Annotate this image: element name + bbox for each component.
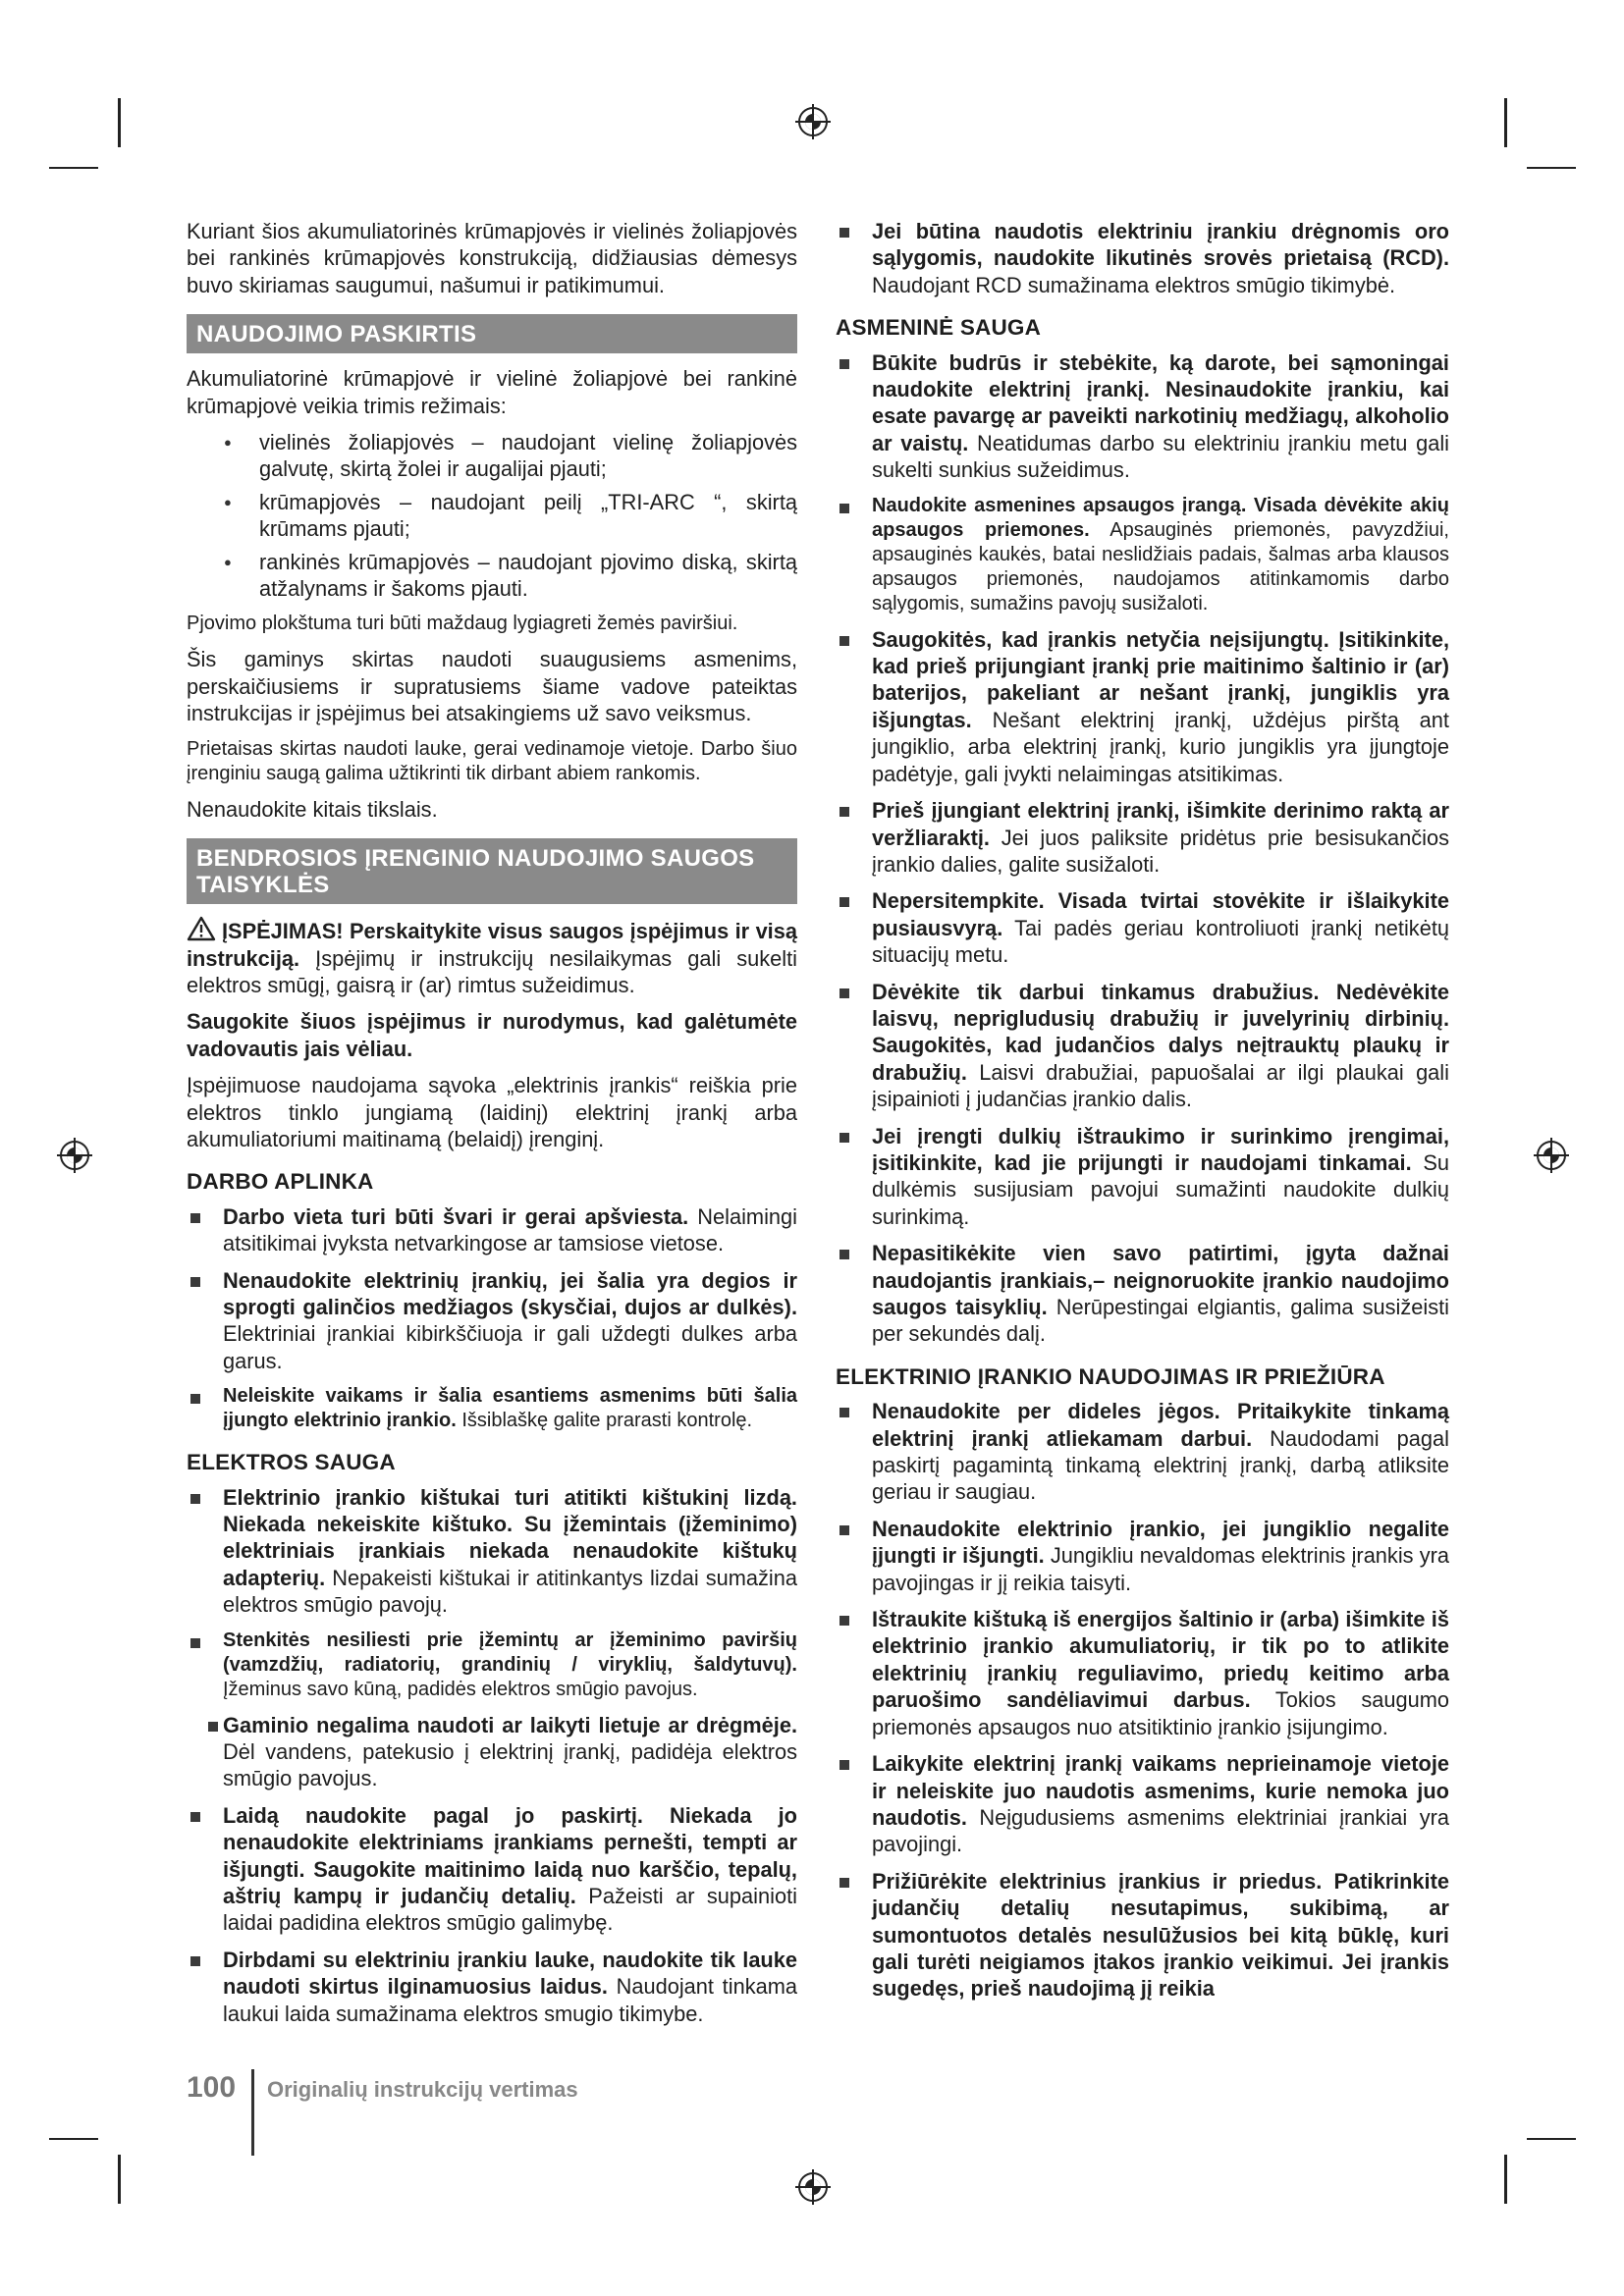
footer-title: Originalių instrukcijų vertimas: [267, 2077, 578, 2102]
tool-use-list: [836, 1398, 1449, 2002]
right-column: [836, 218, 1449, 2012]
crop-mark: [49, 2138, 98, 2140]
subheading-personal-safety: ASMENINĖ SAUGA: [836, 315, 1042, 341]
subheading-electrical-safety: ELEKTROS SAUGA: [187, 1450, 396, 1475]
work-area-list: [187, 1203, 797, 1433]
list-item: Jei įrengti dulkių ištraukimo ir surinkimo įrengimai, įsitikinkite, kad jie prijungti ir naudojami tinkamai. Su dulkėmis susijusiam pavojui sumažinti naudokite dulkių surinkimą.: [836, 1123, 1449, 1231]
crop-mark: [1504, 2155, 1507, 2204]
rcd-list: [836, 218, 1449, 298]
list-item: Nepasitikėkite vien savo patirtimi, įgyta dažnai naudojantis įrankiais,– neignoruokite įrankio naudojimo saugos taisyklių. Nerūpestingai elgiantis, galima susižeisti per sekundės dalį.: [836, 1240, 1449, 1348]
list-item: Laidą naudokite pagal jo paskirtį. Niekada jo nenaudokite elektriniams įrankiams pernešti, tempti ar išjungti. Saugokite maitinimo laidą nuo karščio, tepalų, aštrių kampų ir judančių detalių. Pažeisti ar supainioti laidai padidina elektros smūgio galimybę.: [187, 1802, 797, 1937]
modes-list: [187, 429, 797, 602]
subheading-tool-use-care: ELEKTRINIO ĮRANKIO NAUDOJIMAS IR PRIEŽIŪRA: [836, 1363, 1385, 1389]
list-item: Dėvėkite tik darbui tinkamus drabužius. Nedėvėkite laisvų, neprigludusių drabužių ir juvelyrinių dirbinių. Saugokitės, kad judančios dalys neįtrauktų plaukų ir drabužių. Laisvi drabužiai, papuošalai ar ilgi plaukai gali įsipainioti į judančias įrankio dalis.: [836, 979, 1449, 1113]
warning-paragraph: [187, 916, 797, 998]
other-purpose-note: Nenaudokite kitais tikslais.: [187, 796, 438, 822]
save-instructions: Saugokite šiuos įspėjimus ir nurodymus, kad galėtumėte vadovautis jais vėliau.: [187, 1009, 797, 1061]
list-item: ● krūmapjovės – naudojant peilį „TRI-ARC “, skirtą krūmams pjauti;: [224, 489, 797, 543]
subheading-work-area: DARBO APLINKA: [187, 1169, 374, 1195]
list-item: Darbo vieta turi būti švari ir gerai apšviesta. Nelaimingi atsitikimai įvyksta netvarkingose ar tamsiose vietose.: [187, 1203, 797, 1257]
crop-mark: [1504, 98, 1507, 147]
list-item: Nenaudokite per dideles jėgos. Pritaikykite tinkamą elektrinį įrankį atliekamam darbui. Naudodami pagal paskirtį pagamintą tinkamą elektrinį įrankį, darbą atliksite geriau ir saugiau.: [836, 1398, 1449, 1506]
adult-users-note: Šis gaminys skirtas naudoti suaugusiems asmenims, perskaičiusiems ir supratusiems šiame vadove pateiktas instrukcijas ir įspėjimus bei atsakingiems už savo veiksmus.: [187, 647, 797, 726]
list-item: Laikykite elektrinį įrankį vaikams neprieinamoje vietoje ir neleiskite juo naudotis asmenims, kurie nemoka juo naudotis. Neįgudusiems asmenims elektriniai įrankiai yra pavojingi.: [836, 1750, 1449, 1858]
warning-bold: ĮSPĖJIMAS! Perskaitykite visus saugos įspėjimus ir visą instrukciją.: [187, 919, 797, 971]
crop-mark: [1527, 167, 1576, 169]
crop-mark: [118, 2155, 121, 2204]
page-number: 100: [187, 2071, 237, 2104]
list-item: Neleiskite vaikams ir šalia esantiems asmenims būti šalia įjungto elektrinio įrankio. Išsiblaškę galite prarasti kontrolę.: [187, 1384, 797, 1433]
crop-mark: [49, 167, 98, 169]
crop-mark: [118, 98, 121, 147]
section-heading-general-safety: BENDROSIOS ĮRENGINIO NAUDOJIMO SAUGOS TAISYKLĖS: [187, 838, 797, 904]
list-item: Prieš įjungiant elektrinį įrankį, išimkite derinimo raktą ar veržliaraktį. Jei juos paliksite pridėtus prie besisukančios įrankio dalies, galite susižaloti.: [836, 797, 1449, 878]
registration-mark-icon: [793, 2167, 833, 2207]
list-item: Saugokitės, kad įrankis netyčia neįsijungtų. Įsitikinkite, kad prieš prijungiant įrankį prie maitinimo šaltinio ir (ar) baterijos, pakeliant ar nešant įrankį, jungiklis yra išjungtas. Nešant elektrinį įrankį, uždėjus pirštą ant jungiklio, arba elektrinį įrankį, kurio jungiklis yra įjungtoje padėtyje, gali įvykti nelaimingas atsitikimas.: [836, 626, 1449, 787]
list-item: ● rankinės krūmapjovės – naudojant pjovimo diską, skirtą atžalynams ir šakoms pjauti.: [224, 549, 797, 603]
warning-triangle-icon: [187, 916, 216, 941]
list-item: Prižiūrėkite elektrinius įrankius ir priedus. Patikrinkite judančių detalių nesutapimus, sukibimą, ar sumontuotos detalės nesulūžusios bei kitą būklę, kuri gali turėti neigiamos įtakos įrankio veikimui. Jei įrankis sugedęs, prieš naudojimą jį reikia: [836, 1868, 1449, 2002]
list-item: Elektrinio įrankio kištukai turi atitikti kištukinį lizdą. Niekada nekeiskite kištuko. Su įžemintais (įžeminimo) elektriniais įrankiais niekada nenaudokite kištukų adapterių. Nepakeisti kištukai ir atitinkantys lizdai sumažina elektros smūgio pavojų.: [187, 1484, 797, 1619]
left-column: [187, 218, 797, 2037]
list-item: Nenaudokite elektrinių įrankių, jei šalia yra degios ir sprogti galinčios medžiagos (skysčiai, dujos ar dulkės). Elektriniai įrankiai kibirkščiuoja ir gali uždegti dulkes arba garus.: [187, 1267, 797, 1375]
list-item: Nenaudokite elektrinio įrankio, jei jungiklio negalite įjungti ir išjungti. Jungikliu nevaldomas elektrinis įrankis yra pavojingas ir jį reikia taisyti.: [836, 1516, 1449, 1596]
list-item: Būkite budrūs ir stebėkite, ką darote, bei sąmoningai naudokite elektrinį įrankį. Nesinaudokite įrankiu, kai esate pavargę ar paveikti narkotinių medžiagų, alkoholio ar vaistų. Neatidumas darbo su elektriniu įrankiu metu gali sukelti sunkius sužeidimus.: [836, 349, 1449, 484]
list-item: Dirbdami su elektriniu įrankiu lauke, naudokite tik lauke naudoti skirtus ilginamuosius laidus. Naudojant tinkama laukui laida sumažinama elektros smugio tikimybe.: [187, 1947, 797, 2027]
list-item: Naudokite asmenines apsaugos įrangą. Visada dėvėkite akių apsaugos priemones. Apsauginės priemonės, pavyzdžiui, apsauginės kaukės, batai neslidžiais padais, šalmas arba klausos apsaugos priemonės, naudojamos atitinkamomis darbo sąlygomis, sumažins pavojų susižaloti.: [836, 494, 1449, 616]
warning-text: Įspėjimų ir instrukcijų nesilaikymas gali sukelti elektros smūgį, gaisrą ir (ar) rimtus sužeidimus.: [187, 945, 797, 997]
power-tool-term: Įspėjimuose naudojama sąvoka „elektrinis įrankis“ reiškia prie elektros tinklo jungiamą (laidinį) elektrinį įrankį arba akumuliatoriumi maitinamą (belaidį) įrenginį.: [187, 1073, 797, 1151]
cutting-plane-note: Pjovimo plokštuma turi būti maždaug lygiagreti žemės paviršiui.: [187, 613, 738, 635]
list-item: Ištraukite kištuką iš energijos šaltinio ir (arba) išimkite iš elektrinio įrankio akumuliatorių, ir tik po to atlikite elektrinių įrankių reguliavimo, priedų keitimo arba paruošimo sandėliavimui darbus. Tokios saugumo priemonės apsaugos nuo atsitiktinio įrankio įsijungimo.: [836, 1606, 1449, 1740]
outdoor-use-note: Prietaisas skirtas naudoti lauke, gerai vedinamoje vietoje. Darbo šiuo įrenginiu saugą galima užtikrinti tik dirbant abiem rankomis.: [187, 737, 797, 784]
footer-divider: [251, 2069, 254, 2156]
section-heading-intended-use: NAUDOJIMO PASKIRTIS: [187, 314, 797, 353]
modes-intro: Akumuliatorinė krūmapjovė ir vielinė žoliapjovė bei rankinė krūmapjovė veikia trimis režimais:: [187, 366, 797, 418]
list-item: Stenkitės nesiliesti prie įžemintų ar įžeminimo paviršių (vamzdžių, radiatorių, grandinių / viryklių, šaldytuvų). Įžeminus savo kūną, padidės elektros smūgio pavojus.: [187, 1629, 797, 1702]
registration-mark-icon: [55, 1136, 94, 1175]
list-item: Jei būtina naudotis elektriniu įrankiu drėgnomis oro sąlygomis, naudokite likutinės srovės prietaisą (RCD). Naudojant RCD sumažinama elektros smūgio tikimybė.: [836, 218, 1449, 298]
list-item: Gaminio negalima naudoti ar laikyti lietuje ar drėgmėje. Dėl vandens, patekusio į elektrinį įrankį, padidėja elektros smūgio pavojus.: [187, 1712, 797, 1792]
registration-mark-icon: [793, 102, 833, 141]
personal-safety-list: [836, 349, 1449, 1348]
intro-paragraph: Kuriant šios akumuliatorinės krūmapjovės ir vielinės žoliapjovės bei rankinės krūmapjovės konstrukciją, didžiausias dėmesys buvo skiriamas saugumui, našumui ir patikimumui.: [187, 219, 797, 297]
registration-mark-icon: [1532, 1136, 1571, 1175]
electrical-safety-list: [187, 1484, 797, 2028]
crop-mark: [1527, 2138, 1576, 2140]
list-item: Nepersitempkite. Visada tvirtai stovėkite ir išlaikykite pusiausvyrą. Tai padės geriau kontroliuoti įrankį netikėtų situacijų metu.: [836, 887, 1449, 968]
list-item: ● vielinės žoliapjovės – naudojant vielinę žoliapjovės galvutę, skirtą žolei ir augalijai pjauti;: [224, 429, 797, 483]
